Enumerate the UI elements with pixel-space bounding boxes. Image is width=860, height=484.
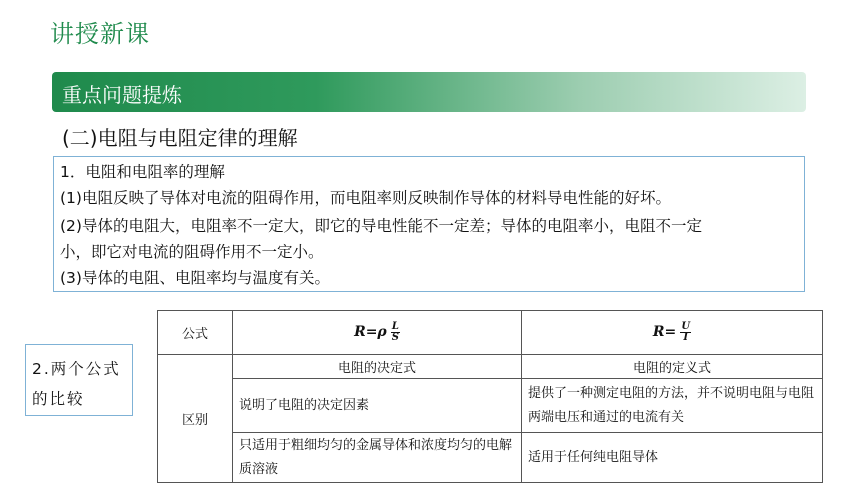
formula-lhs: R= — [652, 324, 677, 340]
table-row — [158, 379, 823, 433]
formula-label-cell: 公式 — [158, 311, 233, 355]
table-cell: 只适用于粗细均匀的金属导体和浓度均匀的电解质溶液 — [233, 433, 522, 483]
formula-cell — [233, 311, 522, 355]
explanation-line: 小，即它对电流的阻碍作用不一定小。 — [60, 243, 324, 261]
comparison-table — [157, 310, 823, 483]
section-banner — [52, 72, 806, 112]
table-row — [158, 433, 823, 483]
comparison-label-line: 2.两个公式 — [32, 360, 121, 378]
table-cell: 适用于任何纯电阻导体 — [522, 433, 823, 483]
explanation-line: (3)导体的电阻、电阻率均与温度有关。 — [60, 269, 330, 287]
explanation-box — [53, 156, 805, 292]
fraction — [680, 322, 691, 343]
diff-label-cell: 区别 — [158, 355, 233, 483]
table-row — [158, 311, 823, 355]
table-cell: 电阻的定义式 — [522, 355, 823, 379]
table-row — [158, 355, 823, 379]
fraction-denominator: I — [683, 332, 689, 343]
table-cell: 提供了一种测定电阻的方法，并不说明电阻与电阻两端电压和通过的电流有关 — [522, 379, 823, 433]
formula-cell — [522, 311, 823, 355]
fraction-denominator: S — [391, 332, 400, 343]
fraction-numerator: L — [391, 321, 399, 332]
explanation-line: 1．电阻和电阻率的理解 — [60, 163, 225, 181]
fraction-numerator: U — [681, 321, 691, 332]
comparison-label-box — [25, 344, 133, 416]
slide-title: 讲授新课 — [50, 20, 150, 48]
explanation-line: (2)导体的电阻大，电阻率不一定大，即它的导电性能不一定差；导体的电阻率小，电阻不一定 — [60, 217, 702, 235]
fraction — [391, 322, 400, 343]
formula-lhs: R=ρ — [354, 324, 387, 340]
section-title: (二)电阻与电阻定律的理解 — [62, 126, 298, 150]
banner-label: 重点问题提炼 — [62, 83, 182, 107]
explanation-line: (1)电阻反映了导体对电流的阻碍作用，而电阻率则反映制作导体的材料导电性能的好坏。 — [60, 189, 671, 207]
comparison-label-line: 的比较 — [32, 390, 85, 408]
table-cell: 电阻的决定式 — [233, 355, 522, 379]
table-cell: 说明了电阻的决定因素 — [233, 379, 522, 433]
